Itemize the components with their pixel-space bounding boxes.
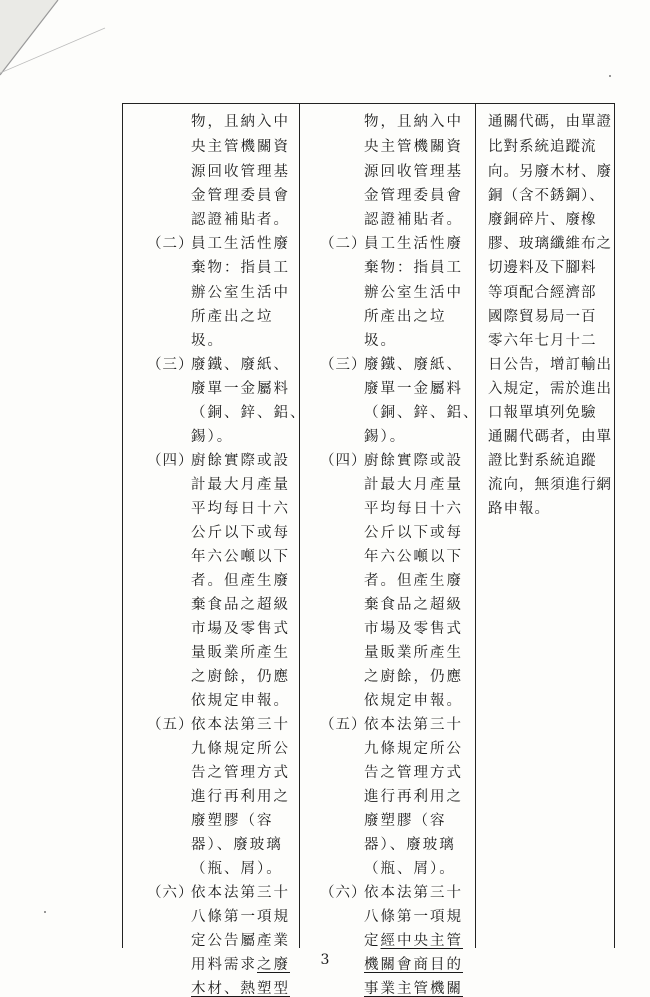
text-line: 圾。: [364, 333, 397, 349]
text-line: 依本法第三十: [191, 717, 290, 733]
text-line: 量販業所產生: [191, 645, 290, 661]
text-line: 廚餘實際或設: [191, 453, 290, 469]
item-number: （二）: [147, 236, 194, 252]
text-line: 八條第一項規: [191, 909, 290, 925]
text-line: 量販業所產生: [364, 645, 463, 661]
item-number: （六）: [320, 885, 367, 901]
text-line: 廢塑膠（容: [191, 813, 274, 829]
text-line: 棄物：指員工: [191, 260, 290, 276]
text-line: 器）、廢玻璃: [191, 837, 283, 853]
text-line: 辦公室生活中: [364, 285, 463, 301]
text-line: 九條規定所公: [191, 741, 290, 757]
text-line: 廚餘實際或設: [364, 453, 463, 469]
text-line: 比對系統追蹤流: [488, 139, 597, 155]
text-line: 市場及零售式: [191, 621, 290, 637]
text-line: 路申報。: [488, 501, 550, 517]
text-line: （銅、鋅、鋁、: [364, 405, 480, 421]
text-line: 入規定，需於進出: [488, 381, 612, 397]
text-line: 平均每日十六: [191, 501, 290, 517]
text-line: 公斤以下或每: [191, 525, 290, 541]
text-line: 公斤以下或每: [364, 525, 463, 541]
comparison-table: [122, 103, 615, 997]
text-line: 認證補貼者。: [191, 212, 290, 228]
text-line: 員工生活性廢: [364, 236, 463, 252]
text-line: 八條第一項規: [364, 909, 463, 925]
text-line: 棄物：指員工: [364, 260, 463, 276]
text-line: 廢鐵、廢紙、: [191, 357, 290, 373]
text-line: （瓶、屑）。: [364, 861, 456, 877]
text-line: 廢銅碎片、廢橡: [488, 212, 597, 228]
text-line: 所產出之垃: [364, 309, 447, 325]
text-line: 膠、玻璃纖維布之: [488, 236, 612, 252]
text-line: 器）、廢玻璃: [364, 837, 456, 853]
text-line: 計最大月產量: [364, 477, 463, 493]
scan-speck: [44, 911, 46, 913]
text-line: 市場及零售式: [364, 621, 463, 637]
text-line: 央主管機關資: [191, 139, 290, 155]
text-line: 證比對系統追蹤: [488, 453, 597, 469]
table-column-amended: [123, 104, 307, 997]
text-line: 廢塑膠（容: [364, 813, 447, 829]
text-line: 廢單一金屬料: [191, 381, 290, 397]
text-line: 央主管機關資: [364, 139, 463, 155]
text-line: 物，且納入中: [364, 114, 463, 130]
text-line: 員工生活性廢: [191, 236, 290, 252]
text-line: 物，且納入中: [191, 114, 290, 130]
text-line: 進行再利用之: [364, 789, 463, 805]
text-line: 依本法第三十: [191, 885, 290, 901]
text-line: 零六年七月十二: [488, 333, 597, 349]
underlined-amendment: 事業主管機關: [364, 981, 463, 997]
text-line: 廢單一金屬料: [364, 381, 463, 397]
text-line: （銅、鋅、鋁、: [191, 405, 307, 421]
text-line: 者。但產生廢: [364, 573, 463, 589]
underlined-amendment: 之廢: [257, 957, 290, 973]
item-number: （五）: [147, 717, 194, 733]
text-line: 棄食品之超級: [191, 597, 290, 613]
text-line: 棄食品之超級: [364, 597, 463, 613]
text-line: 源回收管理基: [364, 164, 463, 180]
text-line: 日公告，增訂輸出: [488, 357, 612, 373]
text-line: 依規定申報。: [364, 693, 463, 709]
text-line: 依規定申報。: [191, 693, 290, 709]
text-line: 金管理委員會: [191, 188, 290, 204]
text-line: 切邊料及下腳料: [488, 260, 597, 276]
text-line: 通關代碼，由單證: [488, 114, 612, 130]
text-line: 國際貿易局一百: [488, 309, 597, 325]
item-number: （三）: [320, 357, 367, 373]
text-line: 口報單填列免驗: [488, 405, 597, 421]
item-number: （五）: [320, 717, 367, 733]
text-line: 平均每日十六: [364, 501, 463, 517]
item-number: （三）: [147, 357, 194, 373]
text-line: 告之管理方式: [191, 765, 290, 781]
text-line: 依本法第三十: [364, 717, 463, 733]
text-line: 向。另廢木材、廢: [488, 164, 612, 180]
text-line: 九條規定所公: [364, 741, 463, 757]
text-line: 年六公噸以下: [191, 549, 290, 565]
text-segment: 定: [364, 933, 381, 949]
text-line: 金管理委員會: [364, 188, 463, 204]
table-column-explanation: [476, 104, 616, 948]
text-line: 圾。: [191, 333, 224, 349]
text-line: 源回收管理基: [191, 164, 290, 180]
text-line: 所產出之垃: [191, 309, 274, 325]
folded-corner-mark: [0, 0, 110, 90]
text-line: 通關代碼者，由單: [488, 429, 612, 445]
text-line: 錫）。: [191, 429, 234, 445]
text-line: 廢鐵、廢紙、: [364, 357, 463, 373]
text-line: 錫）。: [364, 429, 407, 445]
table-column-current: [300, 104, 480, 997]
text-line: 認證補貼者。: [364, 212, 463, 228]
text-line: 之廚餘，仍應: [191, 669, 290, 685]
item-number: （六）: [147, 885, 194, 901]
text-segment: 用料需求: [191, 957, 257, 973]
text-line: 進行再利用之: [191, 789, 290, 805]
text-line: 辦公室生活中: [191, 285, 290, 301]
text-line: 之廚餘，仍應: [364, 669, 463, 685]
page-number: 3: [320, 952, 330, 968]
text-line: 依本法第三十: [364, 885, 463, 901]
item-number: （二）: [320, 236, 367, 252]
text-line: 者。但產生廢: [191, 573, 290, 589]
text-line: 銅（含不銹鋼）、: [488, 188, 605, 204]
text-line: 計最大月產量: [191, 477, 290, 493]
text-line: 年六公噸以下: [364, 549, 463, 565]
text-line: 定公告屬產業: [191, 933, 290, 949]
text-line: [364, 933, 463, 949]
item-number: （四）: [320, 453, 367, 469]
item-number: （四）: [147, 453, 194, 469]
text-line: （瓶、屑）。: [191, 861, 283, 877]
text-line: 告之管理方式: [364, 765, 463, 781]
scan-speck: [609, 75, 611, 77]
underlined-amendment: 機關會商目的: [364, 957, 463, 973]
underlined-amendment: 木材、熱塑型: [191, 981, 290, 997]
underlined-amendment: 經中央主管: [380, 933, 463, 949]
text-line: 等項配合經濟部: [488, 285, 597, 301]
text-line: 流向，無須進行網: [488, 477, 612, 493]
